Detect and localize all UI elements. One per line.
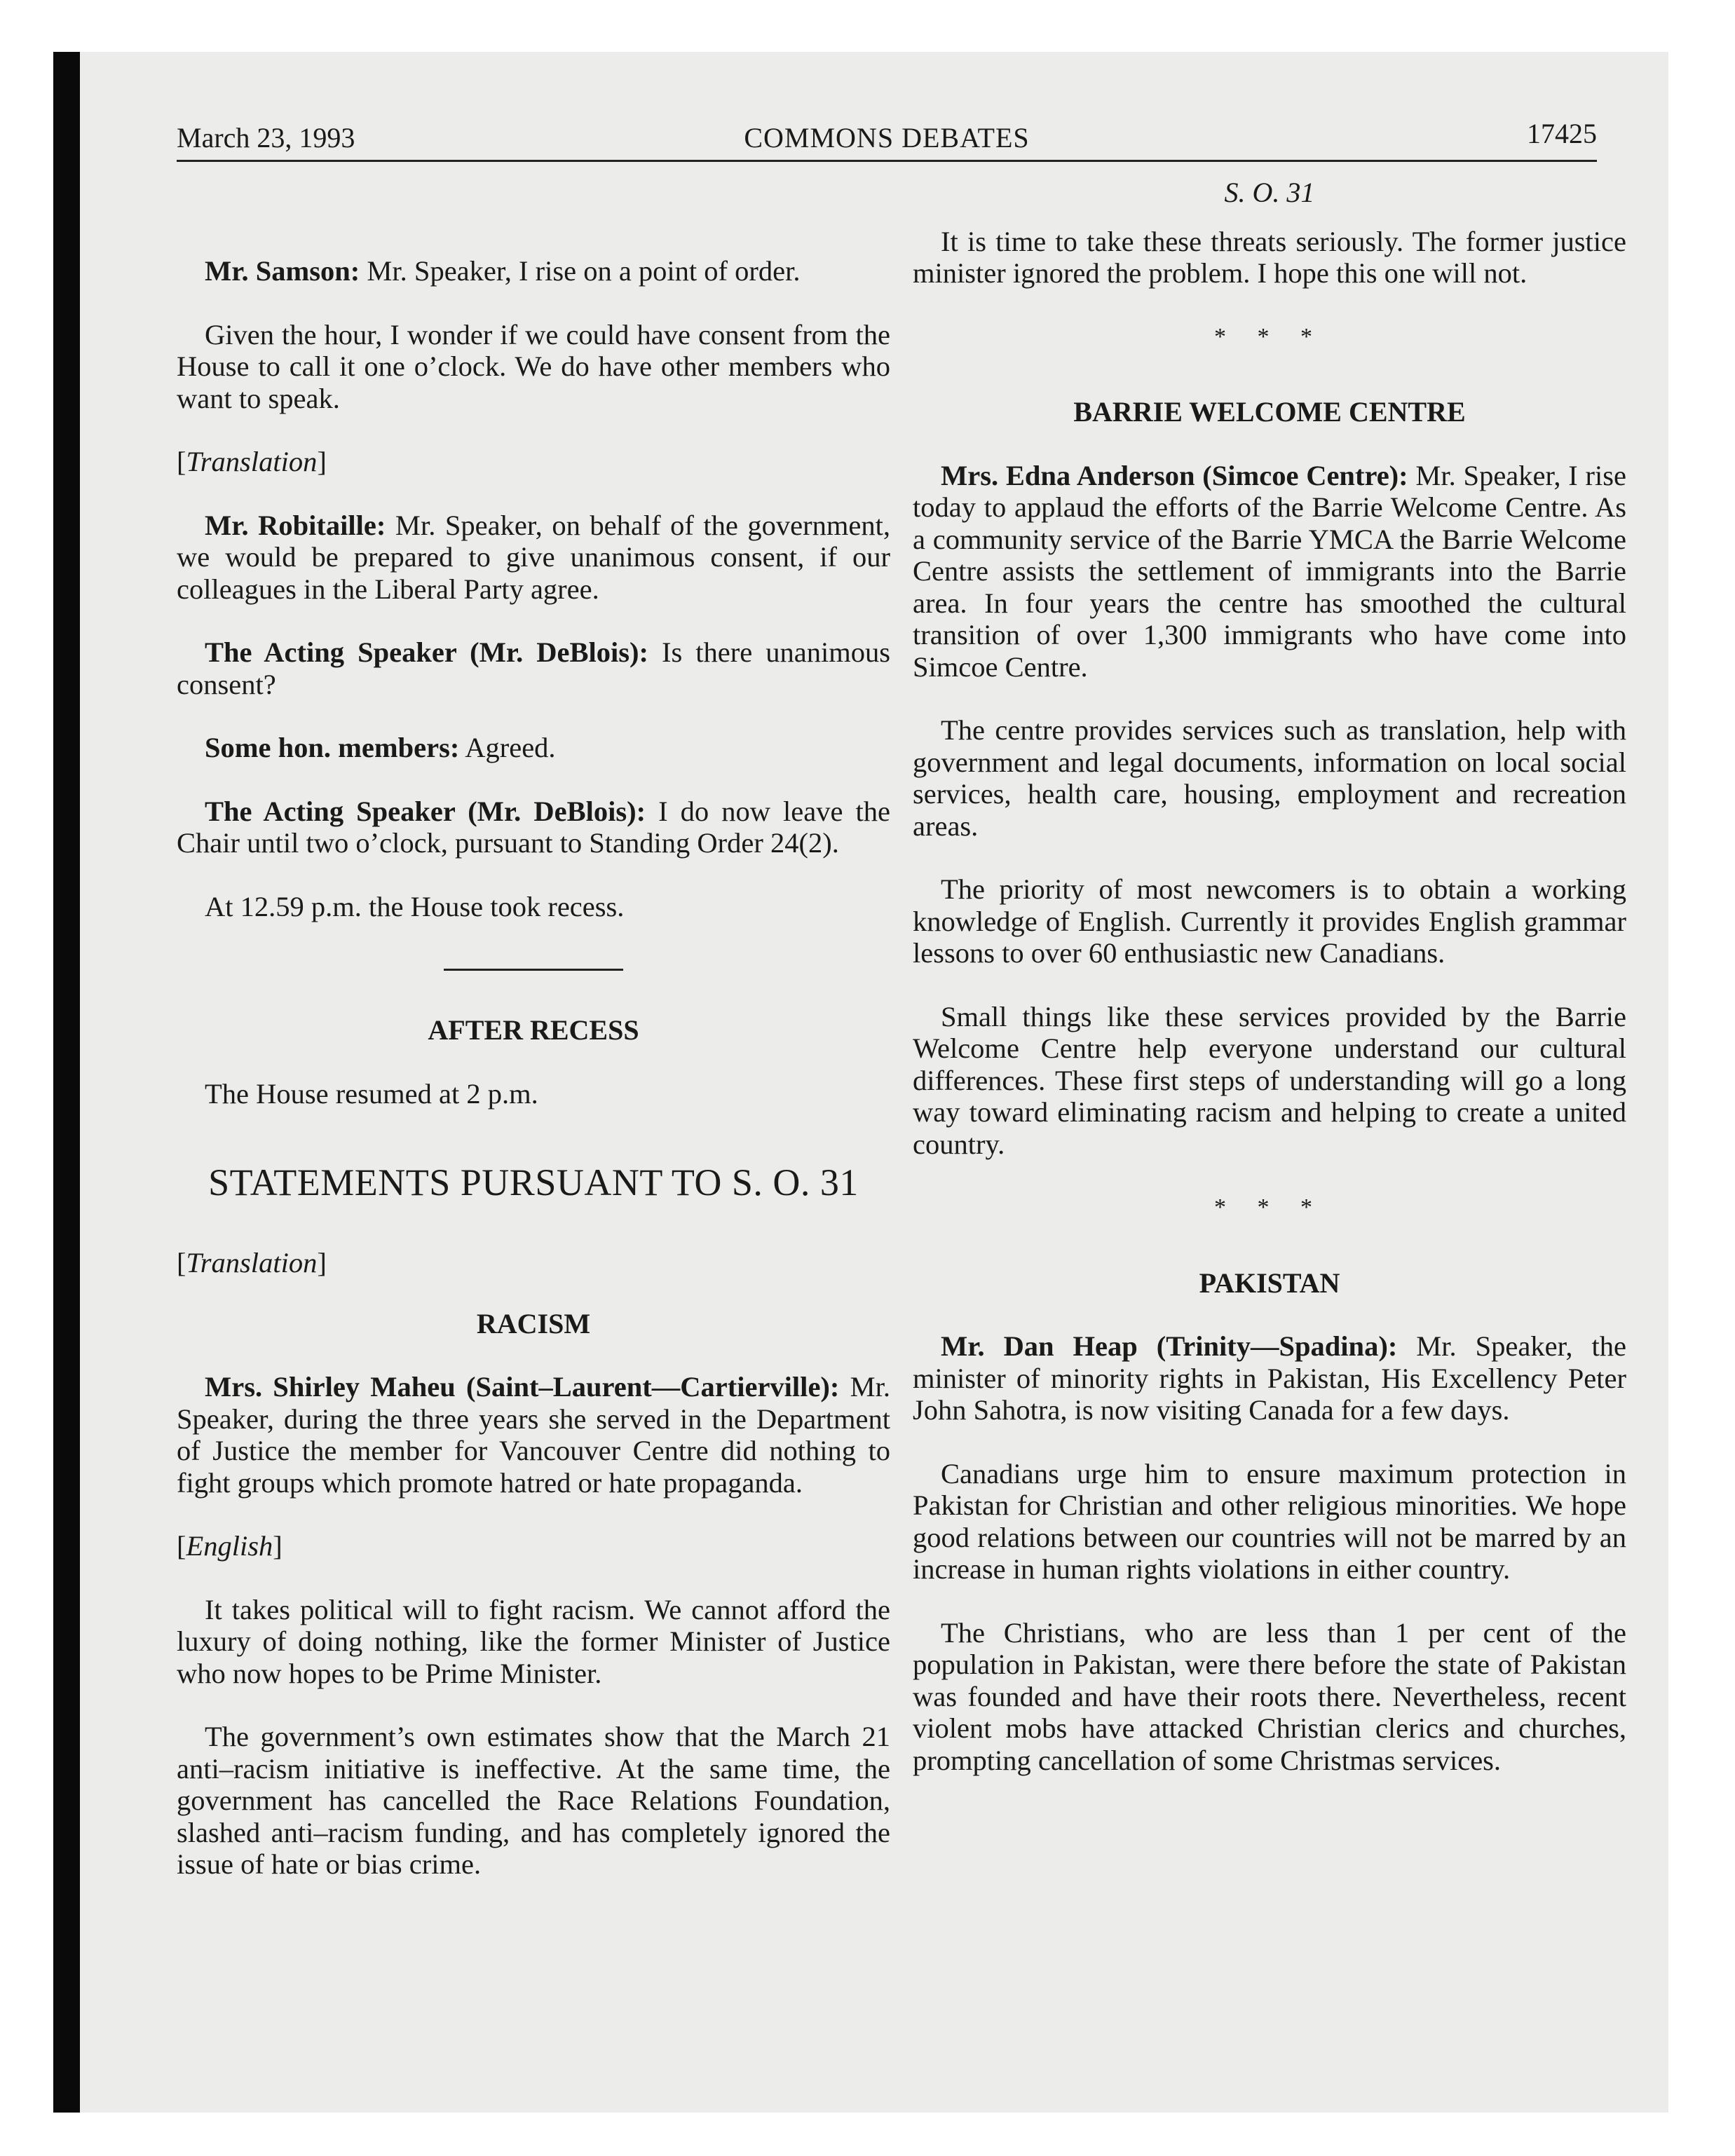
paragraph: Mrs. Shirley Maheu (Saint–Laurent—Cartierville): Mr. Speaker, during the three years she served in the Department of Justice the member for Vancouver Centre did nothing to fight groups which promote hatred or hate propaganda. (177, 1371, 890, 1499)
paragraph: Given the hour, I wonder if we could have consent from the House to call it one o’clock. We do have other members who want to speak. (177, 318, 890, 414)
section-heading: BARRIE WELCOME CENTRE (1073, 396, 1466, 428)
standing-order-label: S. O. 31 (1224, 177, 1315, 208)
paragraph: Mr. Samson: Mr. Speaker, I rise on a point of order. (205, 255, 801, 287)
speaker-name: Mr. Dan Heap (Trinity—Spadina): (941, 1330, 1398, 1362)
paragraph: Some hon. members: Agreed. (205, 732, 556, 763)
speaker-name: Mrs. Shirley Maheu (Saint–Laurent—Cartierville): (205, 1371, 840, 1403)
translation-note: [Translation] (177, 1247, 327, 1278)
paragraph: The Acting Speaker (Mr. DeBlois): Is there unanimous consent? (177, 636, 891, 700)
section-divider (444, 969, 623, 971)
language-note: [English] (177, 1530, 283, 1562)
section-heading: AFTER RECESS (428, 1014, 639, 1046)
paragraph: Mr. Robitaille: Mr. Speaker, on behalf of the government, we would be prepared to give unanimous consent, if our colleagues in the Liberal Party agree. (177, 509, 890, 605)
speaker-name: Mr. Samson: (205, 255, 360, 287)
translation-note: [Translation] (177, 446, 327, 477)
statements-heading: STATEMENTS PURSUANT TO S. O. 31 (208, 1161, 859, 1203)
header-title: COMMONS DEBATES (744, 122, 1030, 153)
paragraph: Small things like these services provided by the Barrie Welcome Centre help everyone understand our cultural differences. These first steps of understanding will go a long way toward eliminating racism and helping to create a united country. (913, 1000, 1626, 1160)
section-heading: PAKISTAN (1199, 1267, 1340, 1299)
paragraph: The priority of most newcomers is to obtain a working knowledge of English. Currently it provides English grammar lessons to over 60 enthusiastic new Canadians. (913, 873, 1626, 969)
speaker-name: The Acting Speaker (Mr. DeBlois): (205, 795, 646, 827)
paragraph: The Christians, who are less than 1 per cent of the population in Pakistan, were there before the state of Pakistan was founded and have their roots there. Nevertheless, recent violent mobs have attacked Christian clerics and churches, prompting cancellation of some Christmas services. (913, 1616, 1626, 1776)
paragraph: Mrs. Edna Anderson (Simcoe Centre): Mr. Speaker, I rise today to applaud the efforts of the Barrie Welcome Centre. As a community service of the Barrie YMCA the Barrie Welcome Centre assists the settlement of immigrants into the Barrie area. In four years the centre has smoothed the cultural transition of over 1,300 immigrants who have come into Simcoe Centre. (913, 459, 1626, 683)
speaker-name: The Acting Speaker (Mr. DeBlois): (205, 636, 648, 668)
paragraph: The Acting Speaker (Mr. DeBlois): I do now leave the Chair until two o’clock, pursuant to Standing Order 24(2). (177, 795, 890, 859)
paragraph: The House resumed at 2 p.m. (205, 1077, 538, 1110)
paragraph: Mr. Dan Heap (Trinity—Spadina): Mr. Speaker, the minister of minority rights in Pakistan, His Excellency Peter John Sahotra, is now visiting Canada for a few days. (913, 1330, 1626, 1426)
binding-edge (53, 52, 80, 2113)
paragraph: Canadians urge him to ensure maximum protection in Pakistan for Christian and other religious minorities. We hope good relations between our countries will not be marred by an increase in human rights violations in either country. (913, 1457, 1626, 1585)
speaker-name: Mr. Robitaille: (205, 509, 386, 541)
section-separator: * * * (1214, 323, 1325, 350)
page-header (177, 118, 1597, 162)
paragraph: The government’s own estimates show that the March 21 anti–racism initiative is ineffective. At the same time, the government has cancelled the Race Relations Foundation, slashed anti–racism funding, and has completely ignored the issue of hate or bias crime. (177, 1721, 890, 1880)
speaker-name: Mrs. Edna Anderson (Simcoe Centre): (941, 459, 1408, 491)
page-number: 17425 (1527, 118, 1597, 149)
left-column (177, 177, 890, 1912)
paragraph: The centre provides services such as translation, help with government and legal documents, information on local social services, health care, housing, employment and recreation areas. (913, 714, 1626, 842)
section-separator: * * * (1214, 1194, 1325, 1220)
header-date: March 23, 1993 (177, 122, 355, 153)
speaker-name: Some hon. members: (205, 732, 460, 763)
paragraph: It takes political will to fight racism. We cannot afford the luxury of doing nothing, like the former Minister of Justice who now hopes to be Prime Minister. (177, 1593, 890, 1689)
paragraph: It is time to take these threats seriously. The former justice minister ignored the problem. I hope this one will not. (913, 225, 1626, 289)
paragraph: At 12.59 p.m. the House took recess. (205, 890, 625, 922)
section-heading: RACISM (476, 1307, 591, 1339)
right-column (913, 177, 1626, 1808)
